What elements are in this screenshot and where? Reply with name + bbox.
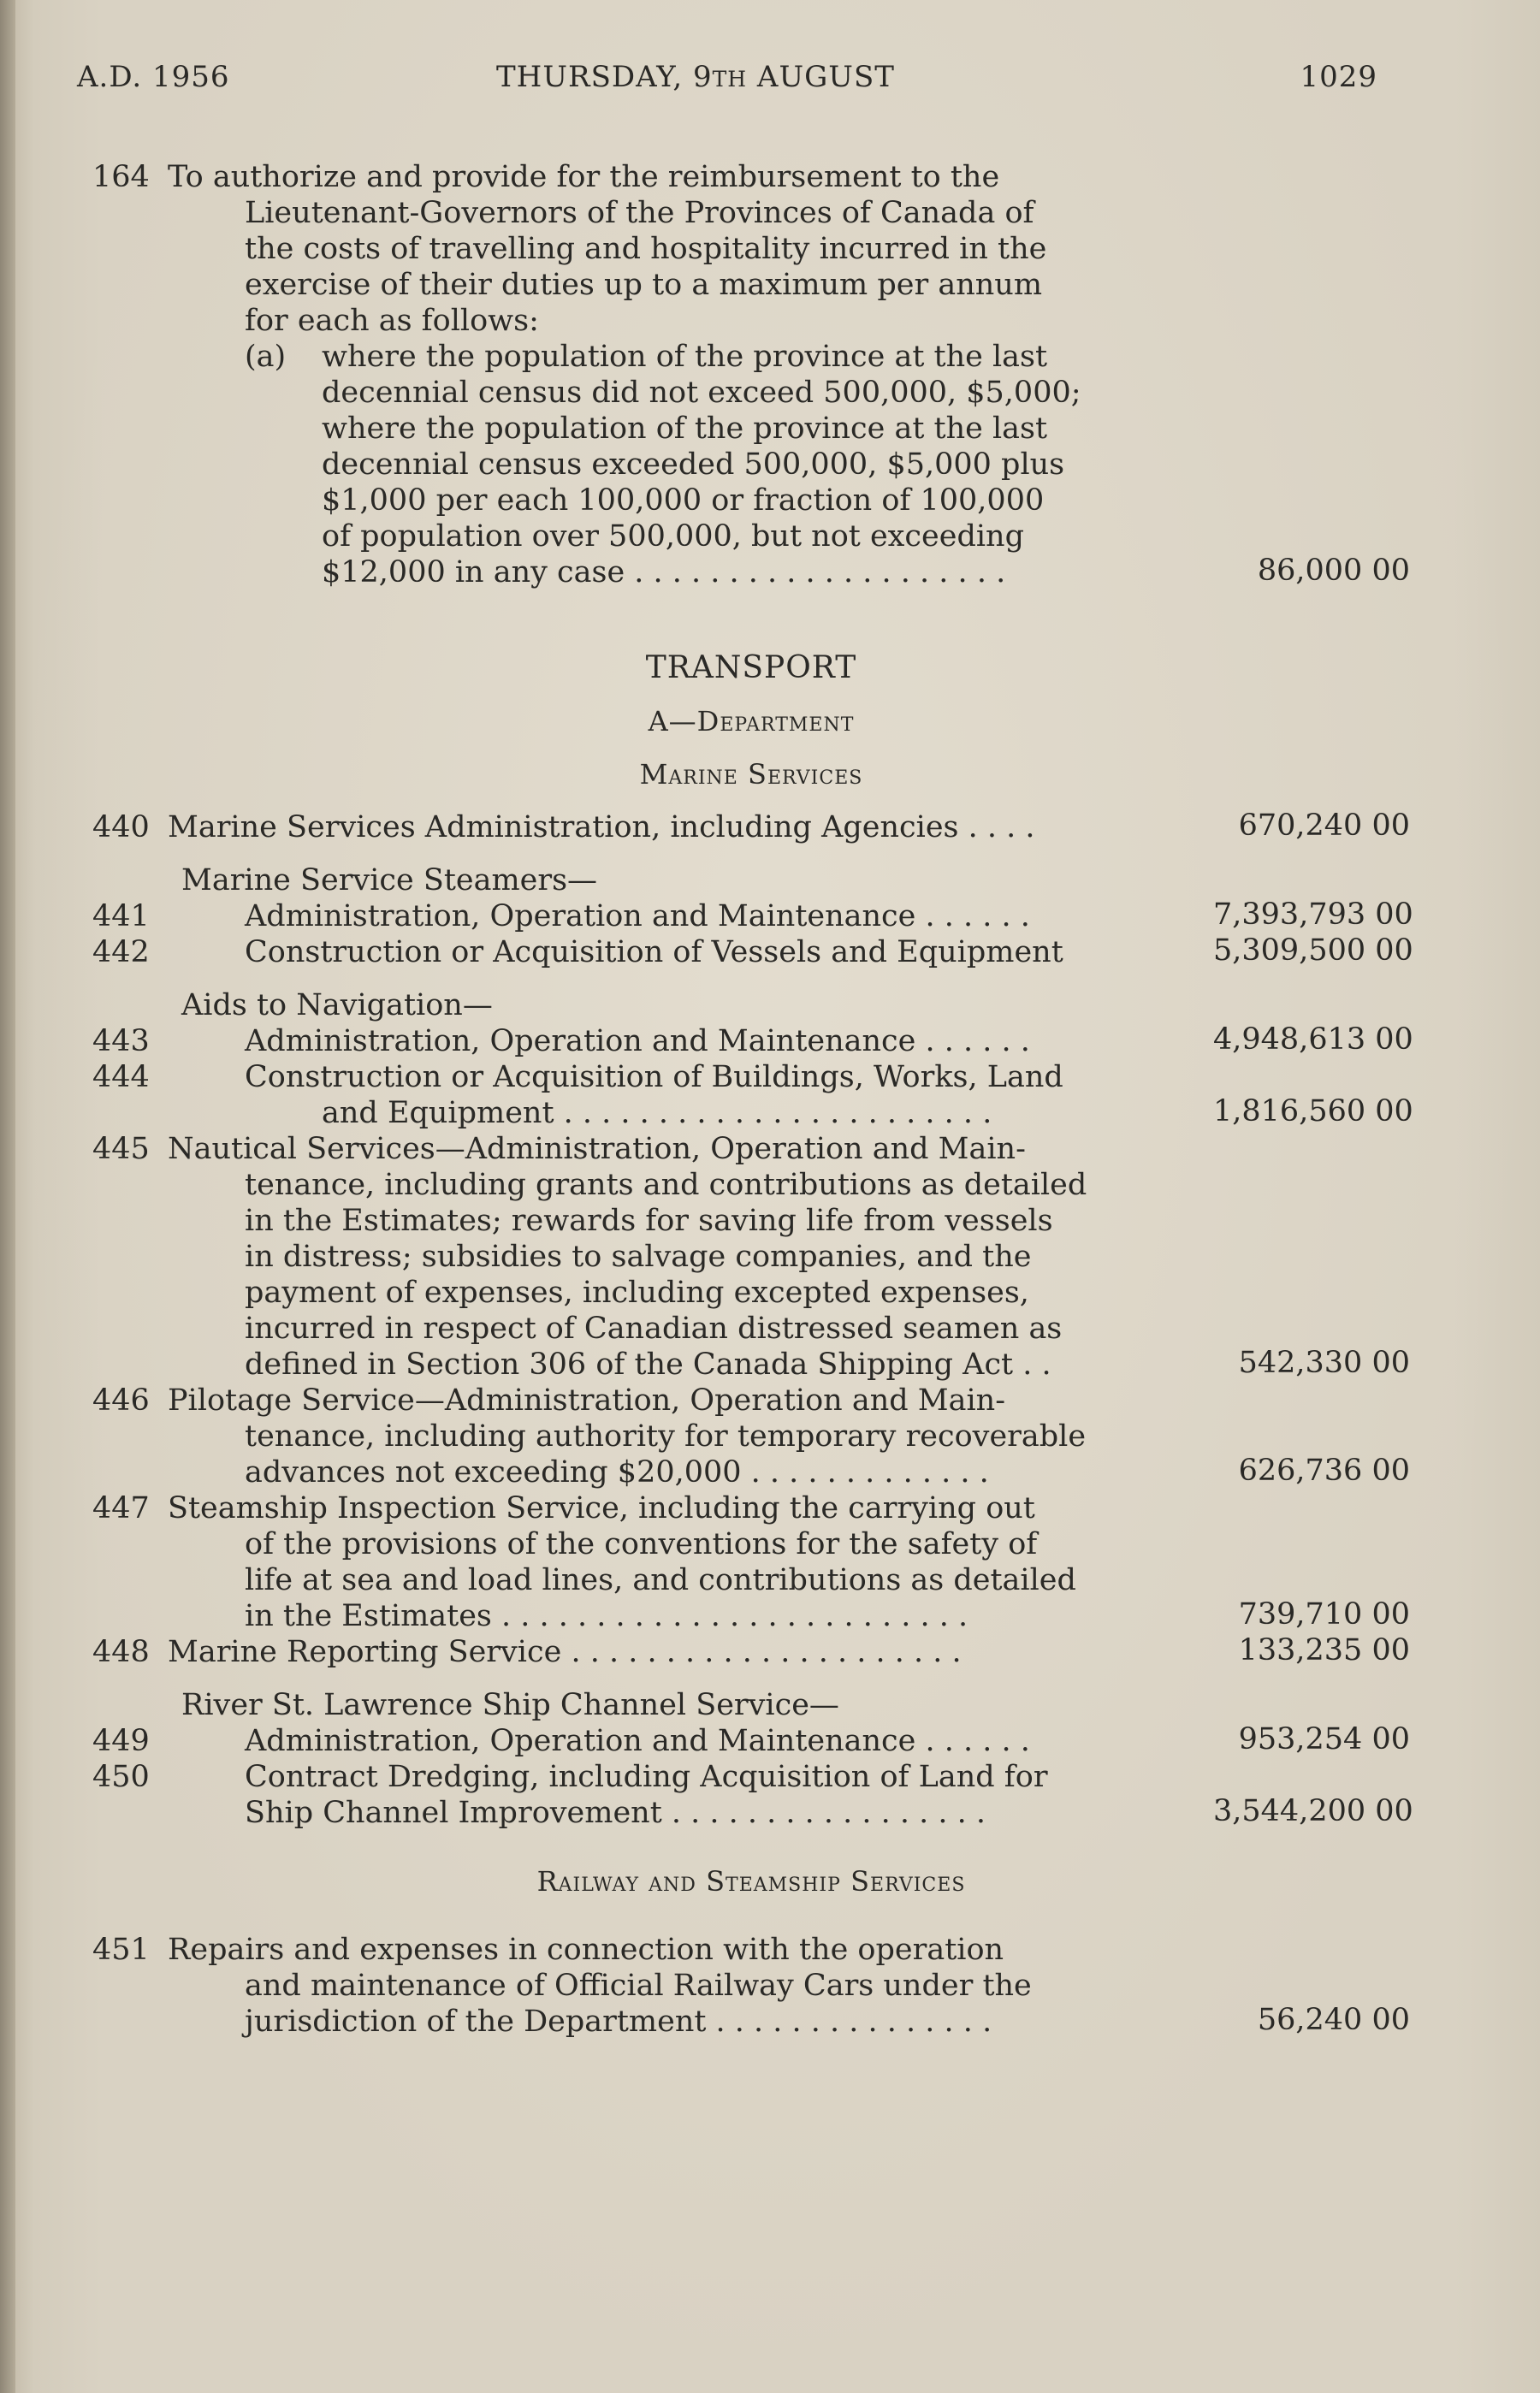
item-text-line: exercise of their duties up to a maximum per annum — [245, 268, 1043, 302]
item-441 — [92, 897, 1413, 934]
item-number: 441 — [92, 899, 150, 933]
item-text-line: of population over 500,000, but not exceeding — [322, 519, 1024, 554]
book-spine-shadow — [0, 0, 15, 2393]
item-447 — [92, 1490, 1410, 1634]
item-amount: 670,240 00 — [1238, 809, 1410, 843]
item-164 — [92, 159, 1410, 590]
item-text-line: Lieutenant-Governors of the Provinces of Canada of — [245, 196, 1034, 230]
item-451 — [92, 1932, 1410, 2040]
item-text-line: Contract Dredging, including Acquisition of Land for — [245, 1760, 1048, 1794]
item-text-line: To authorize and provide for the reimbursement to the — [168, 160, 1000, 194]
section-title: TRANSPORT — [645, 650, 857, 685]
item-amount: 5,309,500 00 — [1213, 933, 1413, 968]
item-445 — [92, 1131, 1410, 1383]
group-title-aids: Aids to Navigation— — [181, 988, 493, 1022]
item-number: 444 — [92, 1060, 150, 1094]
item-text-line: decennial census exceeded 500,000, $5,000 plus — [322, 447, 1065, 482]
item-amount: 133,235 00 — [1238, 1633, 1410, 1667]
sub-clause-label: (a) — [245, 340, 287, 374]
item-text-line: life at sea and load lines, and contributions as detailed — [245, 1563, 1076, 1597]
item-text-line: Steamship Inspection Service, including the carrying out — [168, 1491, 1035, 1525]
item-text-line: the costs of travelling and hospitality incurred in the — [245, 232, 1047, 266]
item-440 — [92, 809, 1410, 845]
item-text-line: Repairs and expenses in connection with the operation — [168, 1933, 1004, 1967]
item-text-line: tenance, including authority for temporary recoverable — [245, 1419, 1087, 1454]
department-heading: A—Department — [648, 705, 855, 737]
item-amount: 739,710 00 — [1238, 1597, 1410, 1632]
item-amount: 626,736 00 — [1238, 1454, 1410, 1488]
item-444 — [92, 1059, 1413, 1131]
group-title-steamers: Marine Service Steamers— — [181, 863, 598, 897]
item-amount: 56,240 00 — [1257, 2003, 1410, 2037]
item-text-line: in the Estimates . . . . . . . . . . . . . . . . . . . . . . . . . — [245, 1599, 968, 1633]
item-text-line: Marine Services Administration, including Agencies . . . . — [168, 810, 1035, 844]
item-text-line: Construction or Acquisition of Vessels and Equipment — [245, 935, 1063, 969]
item-text-line: where the population of the province at the last — [322, 412, 1048, 446]
group-title-river: River St. Lawrence Ship Channel Service— — [181, 1688, 839, 1722]
page-number: 1029 — [1300, 60, 1377, 94]
item-text-line: decennial census did not exceed 500,000, $5,000; — [322, 376, 1081, 410]
item-446 — [92, 1383, 1410, 1490]
item-amount: 3,544,200 00 — [1213, 1794, 1413, 1828]
item-text-line: Marine Reporting Service . . . . . . . . . . . . . . . . . . . . . — [168, 1635, 962, 1669]
item-text-line: in the Estimates; rewards for saving life from vessels — [245, 1204, 1053, 1238]
item-amount: 953,254 00 — [1238, 1722, 1410, 1756]
item-text-line: tenance, including grants and contributions as detailed — [245, 1168, 1087, 1202]
item-number: 450 — [92, 1760, 150, 1794]
item-text-line: $1,000 per each 100,000 or fraction of 100,000 — [322, 483, 1045, 518]
item-text-line: of the provisions of the conventions for the safety of — [245, 1527, 1038, 1561]
item-450 — [92, 1759, 1413, 1831]
item-number: 445 — [92, 1132, 150, 1166]
item-text-line: $12,000 in any case . . . . . . . . . . . . . . . . . . . . — [322, 555, 1006, 589]
item-text-line: for each as follows: — [245, 304, 539, 338]
item-text-line: incurred in respect of Canadian distressed seamen as — [245, 1312, 1063, 1346]
item-number: 440 — [92, 810, 150, 844]
item-amount: 542,330 00 — [1238, 1346, 1410, 1380]
item-text-line: Administration, Operation and Maintenance . . . . . . — [245, 1024, 1030, 1058]
item-text-line: Ship Channel Improvement . . . . . . . . . . . . . . . . . — [245, 1796, 986, 1830]
item-443 — [92, 1022, 1413, 1059]
item-amount: 86,000 00 — [1257, 554, 1410, 588]
item-number: 164 — [92, 160, 150, 194]
item-amount: 7,393,793 00 — [1213, 897, 1413, 932]
item-number: 443 — [92, 1024, 150, 1058]
item-text-line: jurisdiction of the Department . . . . . . . . . . . . . . . — [245, 2005, 992, 2039]
item-text-line: Administration, Operation and Maintenance . . . . . . — [245, 1724, 1030, 1758]
item-text-line: Nautical Services—Administration, Operation and Main- — [168, 1132, 1026, 1166]
item-text-line: Administration, Operation and Maintenance . . . . . . — [245, 899, 1030, 933]
item-text-line: in distress; subsidies to salvage companies, and the — [245, 1240, 1032, 1274]
item-amount: 4,948,613 00 — [1213, 1022, 1413, 1057]
item-text-line: and maintenance of Official Railway Cars under the — [245, 1969, 1032, 2003]
item-amount: 1,816,560 00 — [1213, 1094, 1413, 1128]
item-text-line: payment of expenses, including excepted expenses, — [245, 1276, 1029, 1310]
item-text-line: defined in Section 306 of the Canada Shipping Act . . — [245, 1348, 1051, 1382]
item-442 — [92, 933, 1413, 970]
header-date: THURSDAY, 9TH AUGUST — [496, 60, 895, 94]
item-number: 448 — [92, 1635, 150, 1669]
item-448 — [92, 1634, 1410, 1670]
item-number: 447 — [92, 1491, 150, 1525]
item-text-line: Pilotage Service—Administration, Operation and Main- — [168, 1383, 1006, 1418]
header-year: A.D. 1956 — [77, 60, 230, 94]
page-content — [92, 159, 1413, 2040]
item-number: 451 — [92, 1933, 150, 1967]
item-text-line: Construction or Acquisition of Buildings, Works, Land — [245, 1060, 1063, 1094]
item-449 — [92, 1723, 1410, 1759]
item-number: 446 — [92, 1383, 150, 1418]
item-number: 449 — [92, 1724, 150, 1758]
marine-services-heading: Marine Services — [639, 758, 863, 791]
railway-services-heading: Railway and Steamship Services — [536, 1865, 966, 1898]
page-header — [77, 60, 1377, 103]
item-text-line: advances not exceeding $20,000 . . . . . . . . . . . . . — [245, 1455, 989, 1490]
item-text-line: and Equipment . . . . . . . . . . . . . . . . . . . . . . . — [322, 1096, 992, 1130]
item-number: 442 — [92, 935, 150, 969]
item-text-line: where the population of the province at the last — [322, 340, 1048, 374]
